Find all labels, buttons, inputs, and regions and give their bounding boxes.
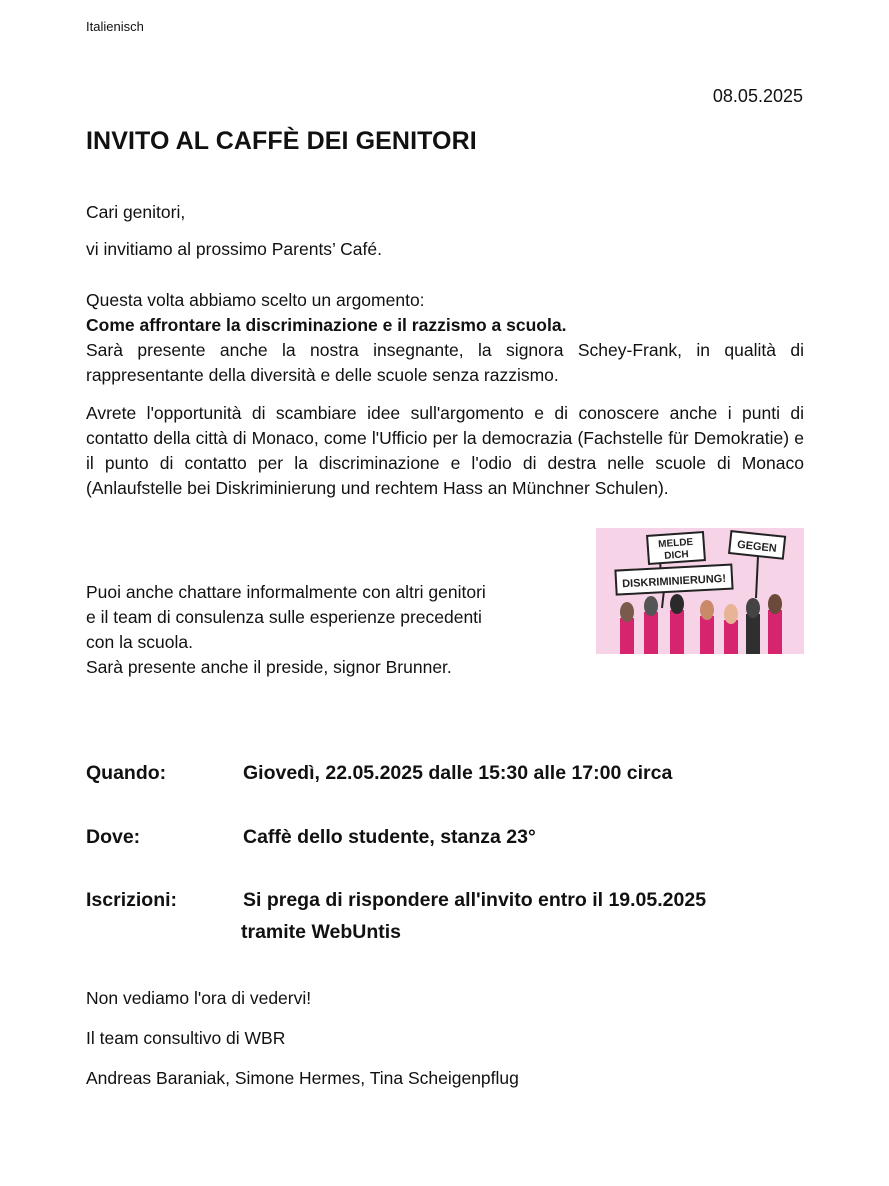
chat-line: Sarà presente anche il preside, signor Brunner. [86,657,452,677]
raised-arms [620,594,782,654]
signup-value-line: Si prega di rispondere all'invito entro il 19.05.2025 [243,889,707,911]
sign-dich: DICH [663,549,690,562]
signup-value-line: tramite WebUntis [241,921,401,943]
letter-date: 08.05.2025 [712,86,803,106]
where-label: Dove: [86,826,141,848]
sign-diskriminierung: DISKRIMINIERUNG! [621,572,727,591]
topic-text: Sarà presente anche la nostra insegnante, la signora Schey-Frank, in qualità di rappresentante della diversità e delle scuole senza razzismo. [86,340,804,385]
intro-text: vi invitiamo al prossimo Parents’ Café. [86,239,382,259]
language-label: Italienisch [86,19,144,34]
topic-headline: Come affrontare la discriminazione e il razzismo a scuola. [86,315,567,335]
team-line: Il team consultivo di WBR [86,1028,286,1048]
sign-melde: MELDE [657,536,694,551]
when-label: Quando: [86,762,167,784]
signature-names: Andreas Baraniak, Simone Hermes, Tina Scheigenpflug [86,1068,519,1088]
signup-value [243,884,706,948]
topic-lead: Questa volta abbiamo scelto un argomento: [86,290,425,310]
greeting: Cari genitori, [86,202,186,222]
chat-line: e il team di consulenza sulle esperienze precedenti [86,607,482,627]
where-value: Caffè dello studente, stanza 23° [243,826,536,848]
opportunity-paragraph: Avrete l'opportunità di scambiare idee sull'argomento e di conoscere anche i punti di contatto della città di Monaco, come l'Ufficio per la democrazia (Fachstelle für Demokratie) e il punto di contatto per la discriminazione e l'odio di destra nelle scuole di Monaco (Anlaufstelle bei Diskriminierung und rechtem Hass an Münchner Schulen). [86,403,804,498]
sign-gegen: GEGEN [736,538,778,555]
chat-paragraph [86,580,546,680]
chat-line: con la scuola. [86,632,194,652]
when-value: Giovedì, 22.05.2025 dalle 15:30 alle 17:00 circa [243,762,673,784]
page-title: INVITO AL CAFFÈ DEI GENITORI [86,127,477,155]
chat-line: Puoi anche chattare informalmente con altri genitori [86,582,486,602]
protest-illustration [596,528,804,654]
protest-illustration-svg [596,528,804,654]
topic-paragraph [86,288,804,388]
closing-line: Non vediamo l'ora di vedervi! [86,988,312,1008]
signup-label: Iscrizioni: [86,889,178,911]
